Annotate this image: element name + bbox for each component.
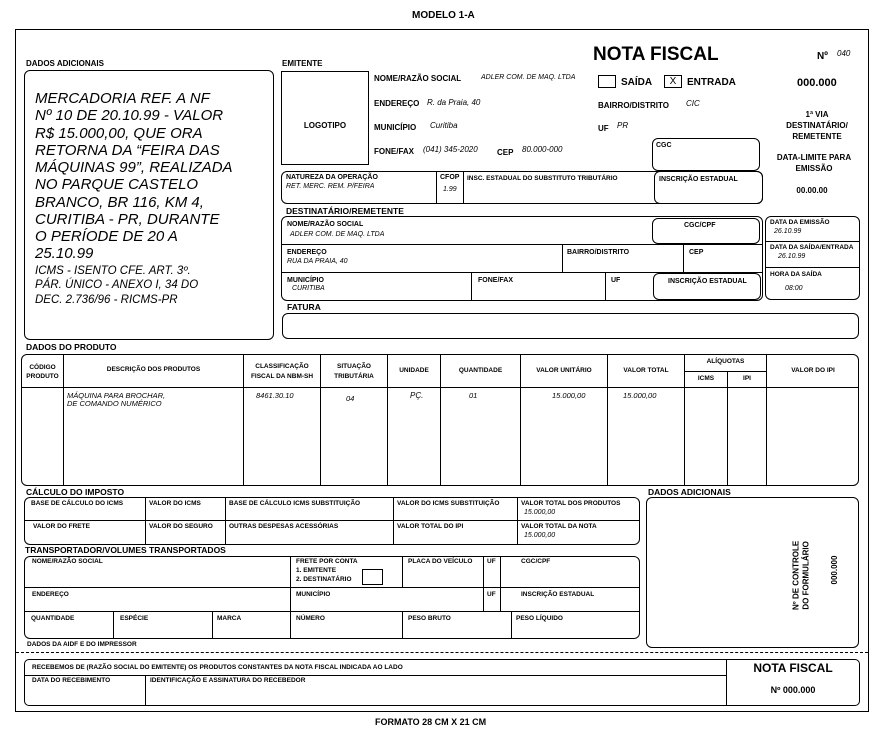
col-valor-ipi: VALOR DO IPI [791, 367, 835, 374]
canhoto-separator [16, 652, 868, 653]
col-unidade: UNIDADE [399, 367, 429, 374]
col-aliquotas: ALÍQUOTAS [706, 358, 745, 365]
serie-value: 000.000 [797, 77, 837, 89]
entrada-checkbox[interactable]: X [664, 75, 682, 88]
dest-municipio-label: MUNICÍPIO [287, 277, 324, 284]
natureza-value: RET. MERC. REM. P/FEIRA [286, 183, 375, 190]
cfop-label: CFOP [440, 174, 460, 181]
transp-uf2: UF [487, 591, 496, 598]
row-valor-total: 15.000,00 [623, 391, 657, 400]
dest-nome-value: ADLER COM. DE MAQ. LTDA [290, 231, 385, 238]
data-emissao-value: 26.10.99 [774, 228, 802, 235]
emit-cep-label: CEP [497, 148, 514, 157]
saida-checkbox[interactable] [598, 75, 616, 88]
row-situacao: 04 [346, 394, 355, 403]
dest-cgc-label: CGC/CPF [684, 222, 716, 229]
calc-total-nota-value: 15.000,00 [524, 532, 556, 539]
controle-value: 000.000 [830, 555, 839, 585]
emit-endereco-value: R. da Praia, 40 [427, 98, 481, 107]
aidf-label: DADOS DA AIDF E DO IMPRESSOR [27, 641, 137, 648]
canhoto-title: NOTA FISCAL [753, 661, 833, 675]
transp-numero: NÚMERO [296, 615, 325, 622]
calc-total-nota-label: VALOR TOTAL DA NOTA [521, 523, 597, 530]
transp-placa: PLACA DO VEÍCULO [408, 558, 473, 565]
emit-nome-label: NOME/RAZÃO SOCIAL [374, 74, 462, 83]
row-quantidade: 01 [469, 391, 478, 400]
hora-saida-value: 08:00 [785, 285, 803, 292]
col-valor-unitario: VALOR UNITÁRIO [536, 367, 592, 374]
emit-bairro-label: BAIRRO/DISTRITO [598, 101, 669, 110]
data-limite-label: DATA-LIMITE PARA EMISSÃO [776, 153, 852, 173]
format-label: FORMATO 28 CM X 21 CM [375, 717, 487, 727]
data-saida-value: 26.10.99 [778, 253, 806, 260]
model-label: MODELO 1-A [412, 10, 475, 21]
insc-sub-label: INSC. ESTADUAL DO SUBSTITUTO TRIBUTÁRIO [467, 175, 618, 182]
transp-uf: UF [487, 558, 496, 565]
col-descricao: DESCRIÇÃO DOS PRODUTOS [106, 366, 201, 373]
calc-base-sub: BASE DE CÁLCULO ICMS SUBSTITUIÇÃO [229, 500, 361, 507]
dados-adicionais-bottom-label: DADOS ADICIONAIS [648, 487, 731, 497]
col-codigo: CÓDIGO PRODUTO [26, 364, 59, 381]
data-saida-label: DATA DA SAÍDA/ENTRADA [770, 244, 854, 251]
emitente-label: EMITENTE [282, 59, 323, 68]
calc-valor-sub: VALOR DO ICMS SUBSTITUIÇÃO [397, 500, 500, 507]
transp-endereco: ENDEREÇO [32, 591, 69, 598]
dest-endereco-value: RUA DA PRAIA, 40 [287, 258, 348, 265]
col-valor-total: VALOR TOTAL [623, 367, 669, 374]
emit-uf-value: PR [617, 121, 629, 130]
emit-cep-value: 80.000-000 [522, 145, 563, 154]
emit-endereco-label: ENDEREÇO [374, 99, 420, 108]
emit-bairro-value: CIC [686, 99, 700, 108]
row-unidade: PÇ. [410, 391, 424, 400]
data-limite-value: 00.00.00 [796, 186, 828, 195]
dest-uf-label: UF [611, 277, 621, 284]
dados-adicionais-bottom-box [646, 497, 859, 648]
calc-total-ipi: VALOR TOTAL DO IPI [397, 523, 464, 530]
natureza-insc-label: INSCRIÇÃO ESTADUAL [659, 176, 738, 183]
col-quantidade: QUANTIDADE [458, 367, 503, 374]
numero-value: 040 [837, 49, 851, 58]
emit-fone-label: FONE/FAX [374, 147, 415, 156]
fatura-box [282, 313, 859, 339]
produtos-label: DADOS DO PRODUTO [26, 342, 117, 352]
transp-peso-liquido: PESO LÍQUIDO [516, 615, 563, 622]
natureza-label: NATUREZA DA OPERAÇÃO [286, 174, 378, 181]
via-label: 1ª VIA DESTINATÁRIO/ REMETENTE [786, 110, 848, 141]
emit-nome-value: ADLER COM. DE MAQ. LTDA [481, 74, 576, 81]
emit-fone-value: (041) 345-2020 [423, 145, 478, 154]
col-ipi: IPI [743, 375, 751, 382]
transp-nome: NOME/RAZÃO SOCIAL [32, 558, 103, 565]
dest-endereco-label: ENDEREÇO [287, 249, 327, 256]
emit-municipio-value: Curitiba [430, 121, 458, 130]
dest-insc-label: INSCRIÇÃO ESTADUAL [668, 278, 747, 285]
dest-fone-label: FONE/FAX [478, 277, 514, 284]
calc-base-icms: BASE DE CÁLCULO DO ICMS [31, 500, 124, 507]
transp-municipio: MUNICÍPIO [296, 591, 331, 598]
transportador-label: TRANSPORTADOR/VOLUMES TRANSPORTADOS [25, 545, 226, 555]
fatura-label: FATURA [287, 302, 321, 312]
dados-adicionais-top-label: DADOS ADICIONAIS [26, 59, 104, 68]
calc-seguro: VALOR DO SEGURO [149, 523, 213, 530]
transp-frete-destinatario: 2. DESTINATÁRIO [296, 576, 352, 583]
nota-fiscal-title: NOTA FISCAL [593, 44, 719, 65]
frete-checkbox[interactable] [362, 569, 383, 585]
canhoto-recebemos: RECEBEMOS DE (RAZÃO SOCIAL DO EMITENTE) OS PRODUTOS CONSTANTES DA NOTA FISCAL INDICADA AO LADO [32, 664, 403, 671]
transp-quantidade: QUANTIDADE [31, 615, 75, 622]
calculo-label: CÁLCULO DO IMPOSTO [26, 487, 125, 497]
col-classificacao: CLASSIFICAÇÃO FISCAL DA NBM-SH [250, 363, 314, 380]
transp-frete-emitente: 1. EMITENTE [296, 567, 337, 574]
data-emissao-label: DATA DA EMISSÃO [770, 219, 830, 226]
cfop-value: 1.99 [443, 186, 457, 193]
emit-uf-label: UF [598, 124, 609, 133]
col-situacao: SITUAÇÃO TRIBUTÁRIA [334, 363, 374, 380]
col-icms: ICMS [697, 375, 715, 382]
destinatario-label: DESTINATÁRIO/REMETENTE [286, 206, 404, 216]
transp-especie: ESPÉCIE [120, 615, 149, 622]
logotipo-label: LOGOTIPO [303, 121, 347, 130]
transp-cgc: CGC/CPF [521, 558, 551, 565]
row-descricao: MÁQUINA PARA BROCHAR, DE COMANDO NUMÉRICO [67, 391, 166, 409]
canhoto-identificacao: IDENTIFICAÇÃO E ASSINATURA DO RECEBEDOR [150, 677, 306, 684]
transp-insc: INSCRIÇÃO ESTADUAL [521, 591, 595, 598]
canhoto-numero: Nº 000.000 [770, 685, 816, 695]
saida-label: SAÍDA [621, 77, 653, 88]
calc-frete: VALOR DO FRETE [33, 523, 90, 530]
logo-box [281, 71, 369, 165]
canhoto-data-recebimento: DATA DO RECEBIMENTO [32, 677, 111, 684]
entrada-label: ENTRADA [687, 77, 736, 88]
row-valor-unitario: 15.000,00 [552, 391, 586, 400]
calc-valor-icms: VALOR DO ICMS [149, 500, 201, 507]
dest-bairro-label: BAIRRO/DISTRITO [567, 249, 630, 256]
dest-cep-label: CEP [689, 249, 704, 256]
emit-cgc-label: CGC [656, 142, 672, 149]
calc-outras: OUTRAS DESPESAS ACESSÓRIAS [229, 523, 339, 530]
transp-peso-bruto: PESO BRUTO [408, 615, 451, 622]
calc-valor-produtos-value: 15.000,00 [524, 509, 556, 516]
numero-label: Nº [817, 51, 828, 62]
row-classificacao: 8461.30.10 [256, 391, 294, 400]
transp-marca: MARCA [217, 615, 242, 622]
transp-frete: FRETE POR CONTA [296, 558, 358, 565]
dest-nome-label: NOME/RAZÃO SOCIAL [287, 221, 364, 228]
controle-label: Nº DE CONTROLE DO FORMULÁRIO [791, 540, 811, 610]
hora-saida-label: HORA DA SAÍDA [770, 271, 822, 278]
emit-municipio-label: MUNICÍPIO [374, 123, 417, 132]
dados-adicionais-text: MERCADORIA REF. A NF Nº 10 DE 20.10.99 - VALOR R$ 15.000,00, QUE ORA RETORNA DA “FEIRA DAS MÁQUINAS 99”, REALIZADA NO PARQUE CASTELO BRANCO, BR 116, KM 4, CURITIBA - PR, DURANTE O PERÍODE DE 20 A 25.10.99 [35, 90, 233, 263]
dest-municipio-value: CURITIBA [292, 285, 325, 292]
icms-isento-text: ICMS - ISENTO CFE. ART. 3º. PÁR. ÚNICO - ANEXO I, 34 DO DEC. 2.736/96 - RICMS-PR [35, 265, 199, 306]
calc-valor-produtos-label: VALOR TOTAL DOS PRODUTOS [521, 500, 621, 507]
